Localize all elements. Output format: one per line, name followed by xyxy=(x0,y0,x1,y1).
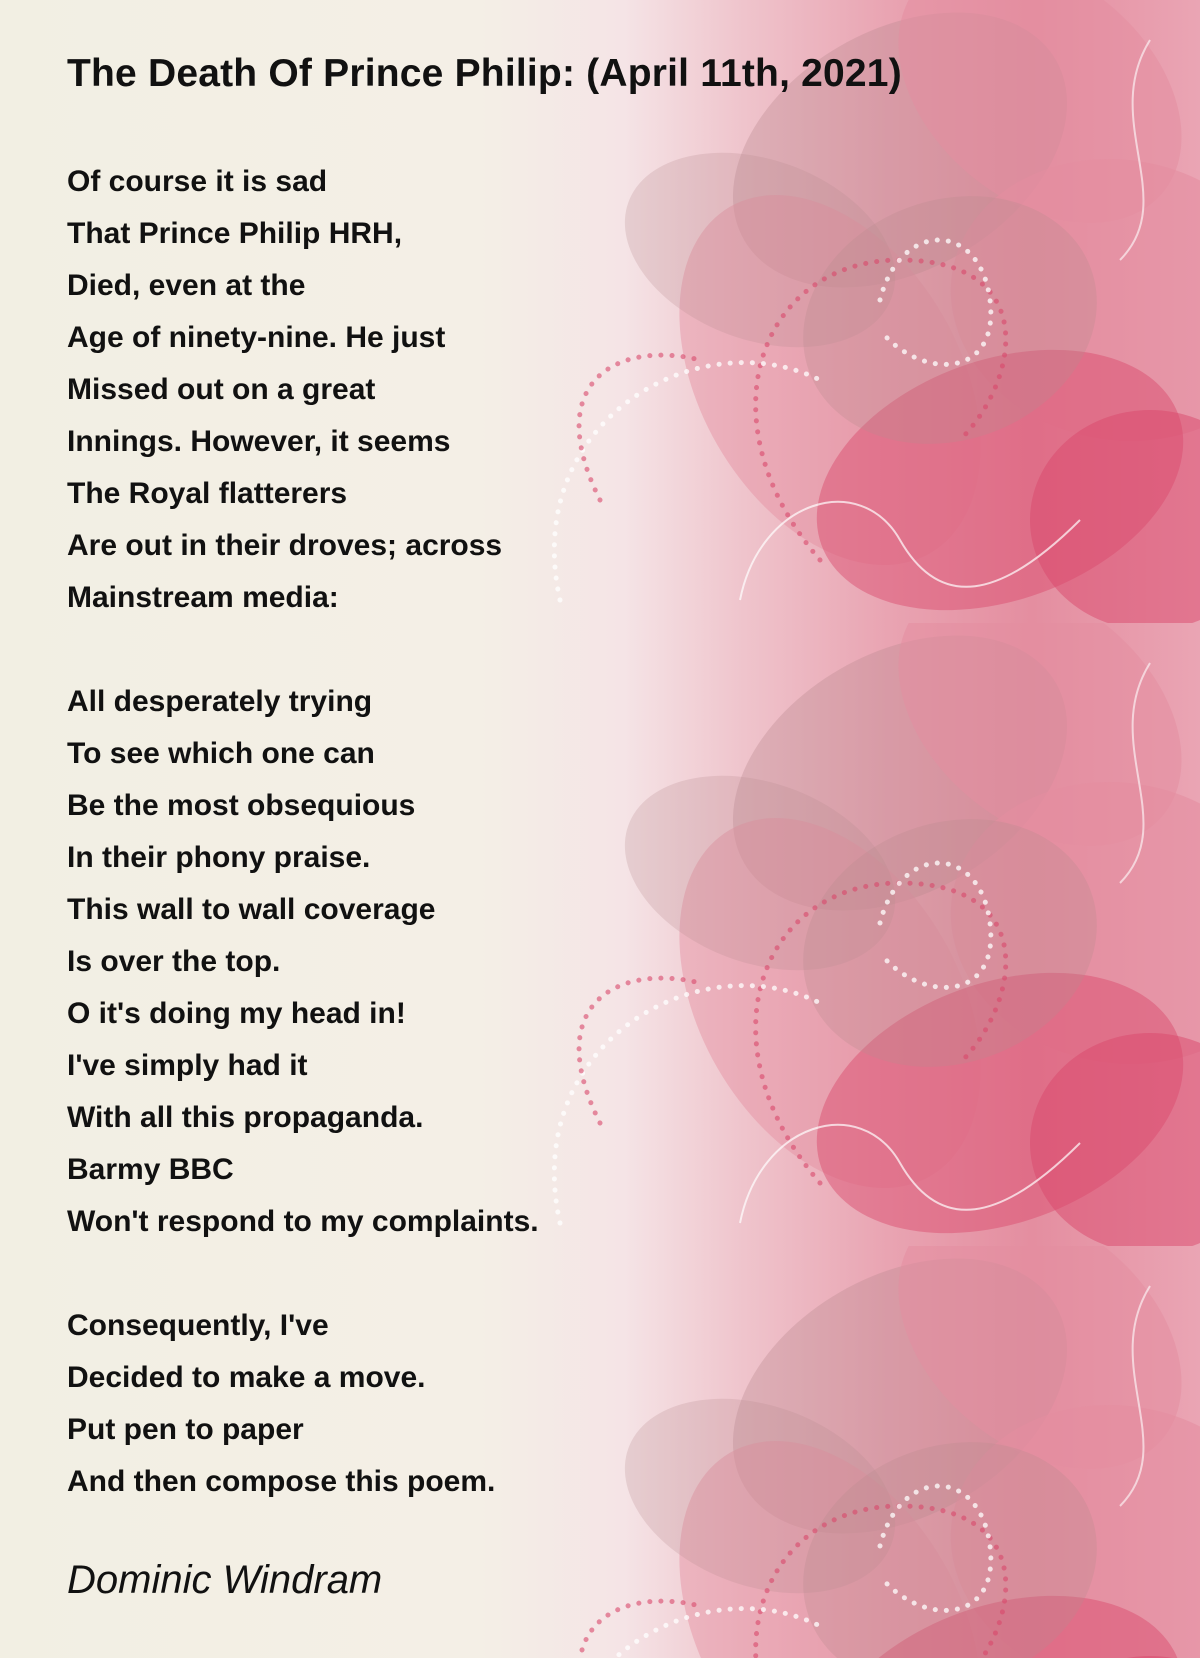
poem-line: That Prince Philip HRH, xyxy=(67,217,403,250)
poem-line: In their phony praise. xyxy=(67,841,371,874)
poem-line: Decided to make a move. xyxy=(67,1361,426,1394)
poem-line: Consequently, I've xyxy=(67,1309,329,1342)
poem-line: Of course it is sad xyxy=(67,165,328,198)
poem-line: Innings. However, it seems xyxy=(67,425,451,458)
poem-line: To see which one can xyxy=(67,737,375,770)
poem-line: Mainstream media: xyxy=(67,581,339,614)
poem-title: The Death Of Prince Philip: (April 11th, 2021) xyxy=(67,52,902,95)
stanza-1 xyxy=(67,156,539,624)
poem-line: Is over the top. xyxy=(67,945,281,978)
poem-line: O it's doing my head in! xyxy=(67,997,406,1030)
poem-line: All desperately trying xyxy=(67,685,373,718)
poem-body xyxy=(67,156,539,1508)
poem-line: The Royal flatterers xyxy=(67,477,348,510)
stanza-2 xyxy=(67,676,539,1248)
poem-line: Are out in their droves; across xyxy=(67,529,503,562)
poem-line: This wall to wall coverage xyxy=(67,893,436,926)
stanza-break xyxy=(67,624,539,676)
poem-line: Missed out on a great xyxy=(67,373,376,406)
stanza-3 xyxy=(67,1300,539,1508)
poem-line: With all this propaganda. xyxy=(67,1101,424,1134)
poem-line: Put pen to paper xyxy=(67,1413,304,1446)
poem-line: Age of ninety-nine. He just xyxy=(67,321,446,354)
poem-line: Died, even at the xyxy=(67,269,306,302)
poem-line: I've simply had it xyxy=(67,1049,308,1082)
poem-author: Dominic Windram xyxy=(67,1558,383,1602)
poem-line: Barmy BBC xyxy=(67,1153,234,1186)
stanza-break xyxy=(67,1248,539,1300)
poem-line: Won't respond to my complaints. xyxy=(67,1205,539,1238)
poem-line: And then compose this poem. xyxy=(67,1465,496,1498)
poem-line: Be the most obsequious xyxy=(67,789,416,822)
